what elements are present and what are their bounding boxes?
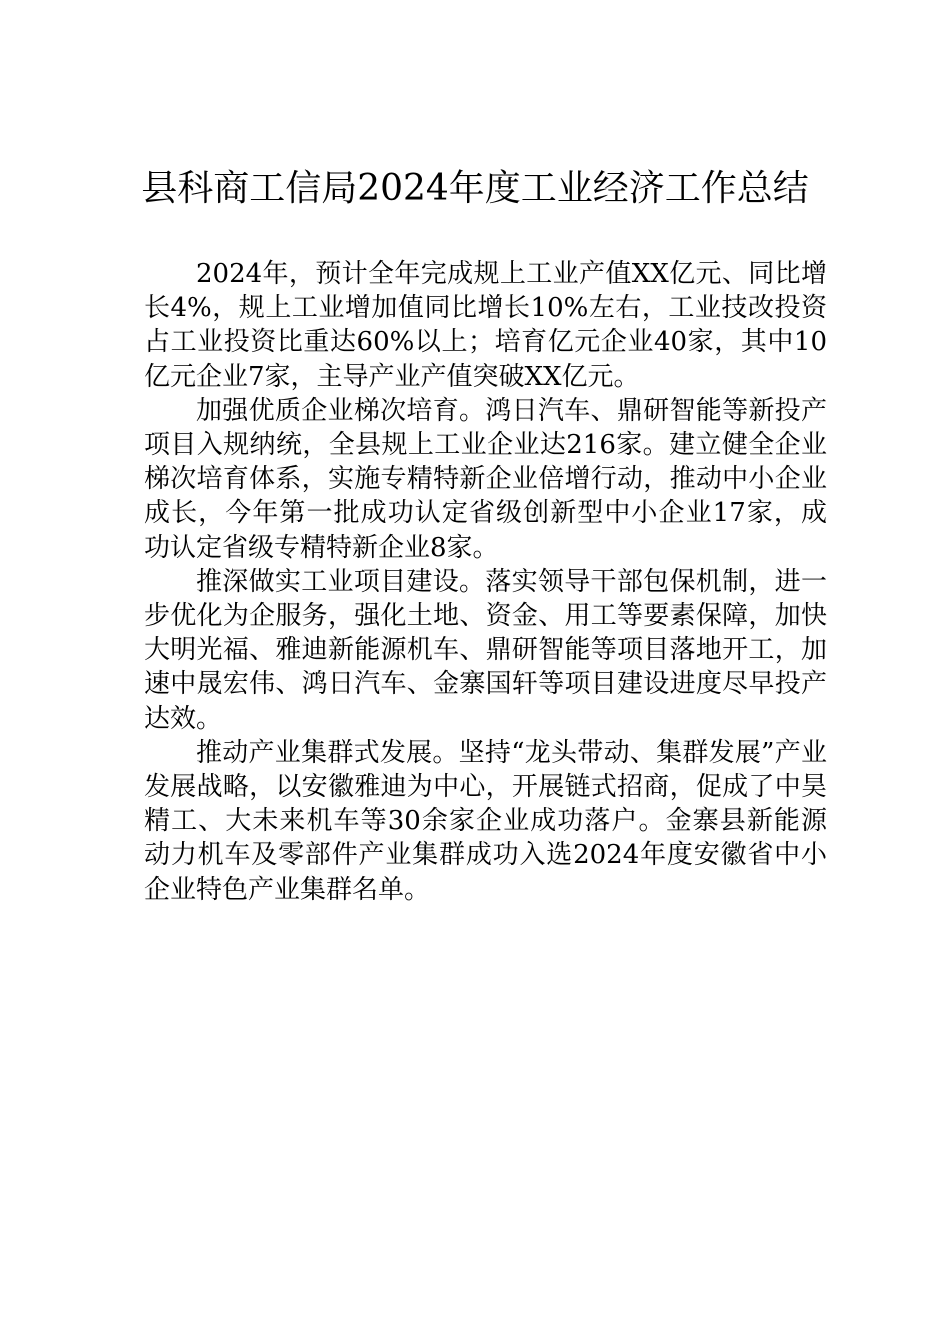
paragraph-project-construction: 推深做实工业项目建设。落实领导干部包保机制，进一步优化为企服务，强化土地、资金、用工等要素保障，加快大明光福、雅迪新能源机车、鼎研智能等项目落地开工，加速中晟宏伟、鸿日汽车、金寨国轩等项目建设进度尽早投产达效。 bbox=[144, 566, 827, 734]
paragraph-industry-cluster: 推动产业集群式发展。坚持“龙头带动、集群发展”产业发展战略，以安徽雅迪为中心，开展链式招商，促成了中昊精工、大未来机车等30余家企业成功落户。金寨县新能源动力机车及零部件产业集群成功入选2024年度安徽省中小企业特色产业集群名单。 bbox=[144, 737, 827, 905]
document-title: 县科商工信局2024年度工业经济工作总结 bbox=[141, 168, 809, 209]
paragraph-enterprise-cultivation: 加强优质企业梯次培育。鸿日汽车、鼎研智能等新投产项目入规纳统，全县规上工业企业达216家。建立健全企业梯次培育体系，实施专精特新企业倍增行动，推动中小企业成长，今年第一批成功认定省级创新型中小企业17家，成功认定省级专精特新企业8家。 bbox=[144, 395, 827, 563]
paragraph-summary: 2024年，预计全年完成规上工业产值XX亿元、同比增长4%，规上工业增加值同比增长10%左右，工业技改投资占工业投资比重达60%以上；培育亿元企业40家，其中10亿元企业7家，主导产业产值突破XX亿元。 bbox=[144, 259, 827, 392]
document-body bbox=[144, 257, 827, 907]
